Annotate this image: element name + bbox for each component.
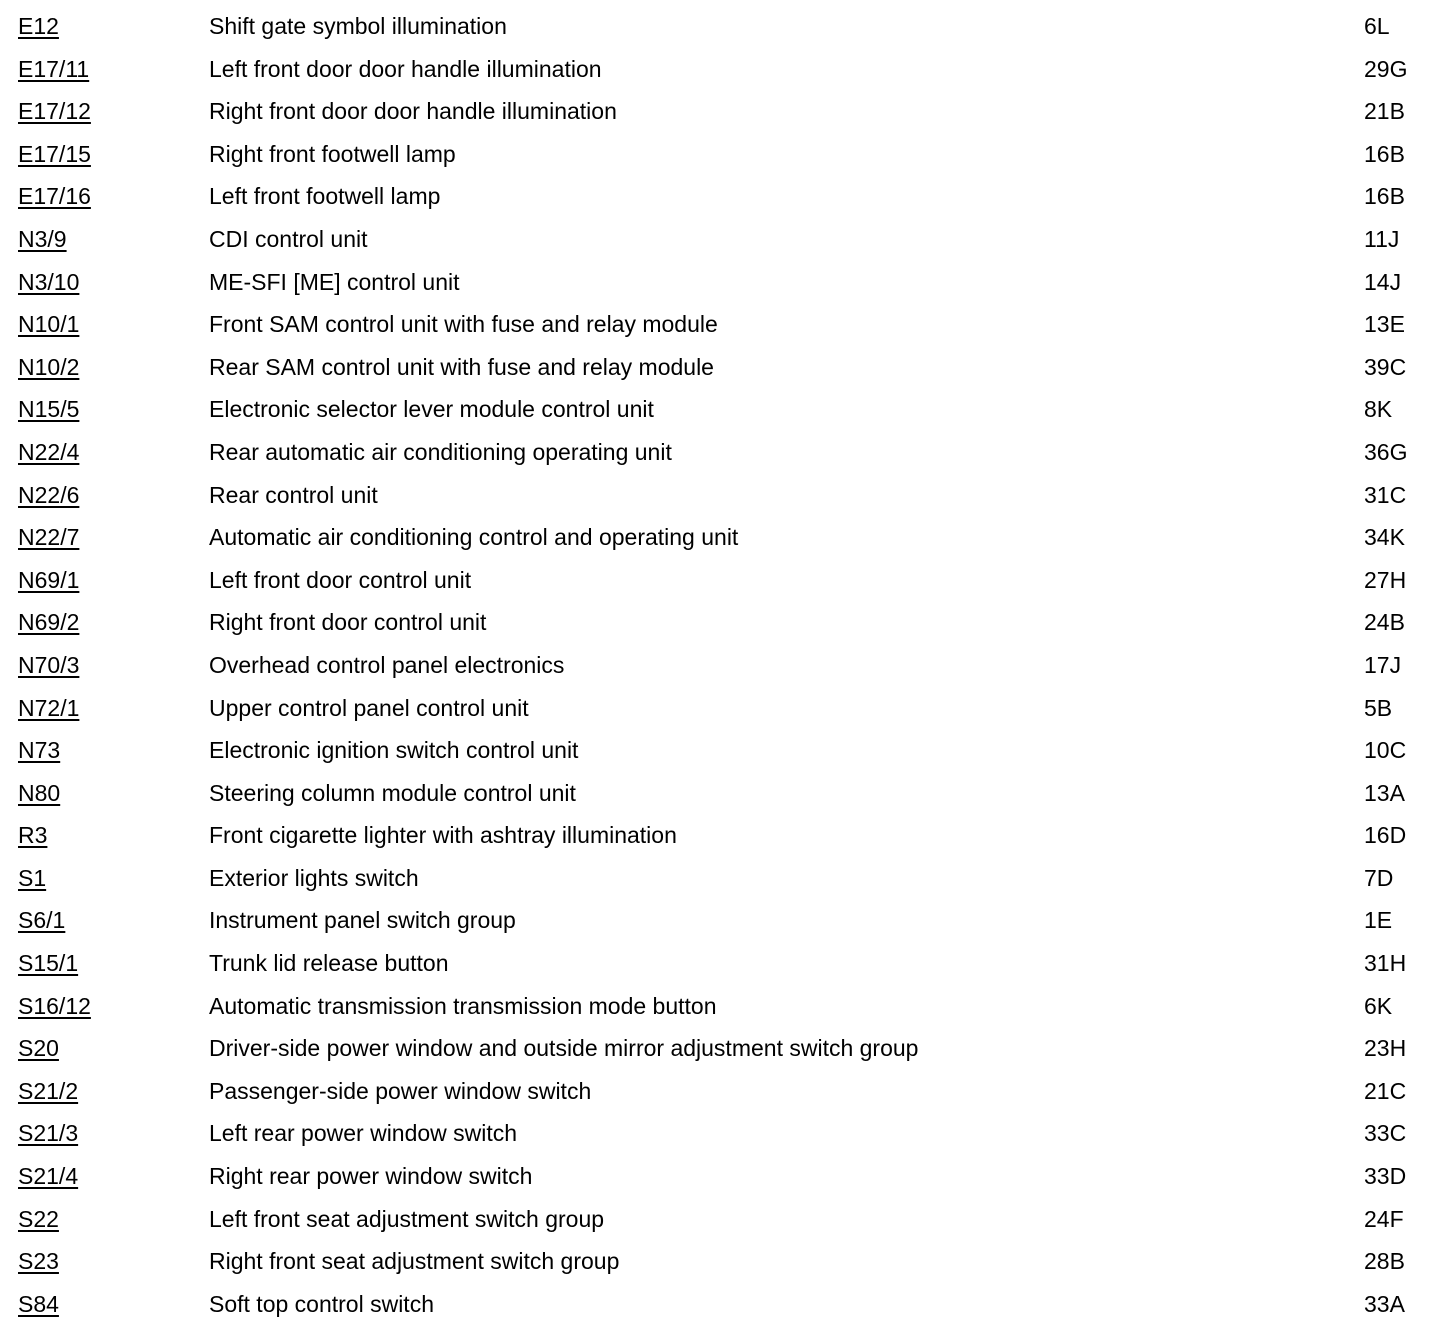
table-row [0, 175, 1456, 218]
component-code-link[interactable]: R3 [18, 822, 48, 849]
table-row [0, 133, 1456, 176]
component-code-link[interactable]: E12 [18, 13, 59, 39]
component-code-link[interactable]: N73 [18, 737, 61, 764]
table-row [0, 90, 1456, 133]
component-description: Electronic selector lever module control unit [209, 396, 654, 423]
table-row [0, 346, 1456, 389]
grid-reference: 24B [1364, 609, 1405, 636]
component-code-link[interactable]: S21/3 [18, 1120, 79, 1147]
component-code-link[interactable]: N22/4 [18, 438, 80, 465]
grid-reference: 8K [1364, 396, 1393, 423]
component-code-link[interactable]: N22/7 [18, 524, 80, 551]
component-description: Exterior lights switch [209, 864, 419, 891]
grid-reference: 36G [1364, 438, 1408, 465]
component-code-link[interactable]: S22 [18, 1205, 59, 1232]
table-row [0, 1070, 1456, 1113]
table-row [0, 857, 1456, 900]
grid-reference: 33C [1364, 1120, 1407, 1147]
table-row [0, 899, 1456, 942]
component-description: Soft top control switch [209, 1290, 434, 1317]
component-code-link[interactable]: N69/2 [18, 609, 80, 636]
table-row [0, 1198, 1456, 1241]
table-row [0, 1283, 1456, 1326]
component-description: Electronic ignition switch control unit [209, 737, 579, 764]
component-description: Shift gate symbol illumination [209, 13, 507, 39]
component-code-link[interactable]: E17/12 [18, 98, 91, 125]
component-description: Front SAM control unit with fuse and relay module [209, 311, 718, 338]
component-code-link[interactable]: N15/5 [18, 396, 80, 423]
component-description: Passenger-side power window switch [209, 1077, 592, 1104]
grid-reference: 31H [1364, 950, 1407, 977]
table-row [0, 729, 1456, 772]
component-description: Front cigarette lighter with ashtray illumination [209, 822, 677, 849]
grid-reference: 29G [1364, 55, 1408, 82]
component-code-link[interactable]: E17/15 [18, 140, 91, 167]
grid-reference: 16B [1364, 140, 1405, 167]
component-description: Trunk lid release button [209, 950, 449, 977]
component-code-link[interactable]: N22/6 [18, 481, 80, 508]
table-row [0, 942, 1456, 985]
component-code-link[interactable]: E17/11 [18, 55, 90, 82]
component-description: Driver-side power window and outside mirror adjustment switch group [209, 1035, 919, 1062]
component-code-link[interactable]: N72/1 [18, 694, 80, 721]
table-row [0, 1240, 1456, 1283]
component-description: Right front door door handle illumination [209, 98, 617, 125]
grid-reference: 21B [1364, 98, 1405, 125]
component-code-link[interactable]: S20 [18, 1035, 59, 1062]
table-row [0, 1112, 1456, 1155]
grid-reference: 28B [1364, 1248, 1405, 1275]
table-row [0, 772, 1456, 815]
grid-reference: 17J [1364, 651, 1402, 678]
component-description: CDI control unit [209, 225, 368, 252]
table-row [0, 601, 1456, 644]
grid-reference: 16D [1364, 822, 1407, 849]
table-row [0, 644, 1456, 687]
component-code-link[interactable]: S23 [18, 1248, 59, 1275]
component-description: Left front seat adjustment switch group [209, 1205, 605, 1232]
component-legend-table [0, 5, 1456, 1325]
component-description: Upper control panel control unit [209, 694, 529, 721]
component-code-link[interactable]: N10/1 [18, 311, 80, 338]
grid-reference: 7D [1364, 864, 1394, 891]
component-description: Automatic air conditioning control and operating unit [209, 524, 739, 551]
component-description: Left front door door handle illumination [209, 55, 602, 82]
table-row [0, 1155, 1456, 1198]
component-code-link[interactable]: E17/16 [18, 183, 91, 210]
table-row [0, 303, 1456, 346]
grid-reference: 31C [1364, 481, 1407, 508]
component-description: Rear automatic air conditioning operating unit [209, 438, 672, 465]
component-code-link[interactable]: N3/10 [18, 268, 80, 295]
grid-reference: 34K [1364, 524, 1405, 551]
table-row [0, 431, 1456, 474]
table-row [0, 687, 1456, 730]
table-row [0, 516, 1456, 559]
component-description: Right front door control unit [209, 609, 487, 636]
component-description: Rear control unit [209, 481, 378, 508]
grid-reference: 24F [1364, 1205, 1404, 1232]
component-description: Right front seat adjustment switch group [209, 1248, 620, 1275]
grid-reference: 27H [1364, 566, 1407, 593]
grid-reference: 1E [1364, 907, 1393, 934]
component-code-link[interactable]: N10/2 [18, 353, 80, 380]
table-row [0, 559, 1456, 602]
component-code-link[interactable]: S21/4 [18, 1163, 79, 1190]
grid-reference: 33D [1364, 1163, 1407, 1190]
grid-reference: 6L [1364, 13, 1390, 39]
table-row [0, 474, 1456, 517]
component-description: Rear SAM control unit with fuse and relay module [209, 353, 714, 380]
component-description: Right rear power window switch [209, 1163, 533, 1190]
table-row [0, 261, 1456, 304]
table-row [0, 218, 1456, 261]
component-description: Overhead control panel electronics [209, 651, 565, 678]
component-description: ME-SFI [ME] control unit [209, 268, 460, 295]
component-description: Left front footwell lamp [209, 183, 441, 210]
grid-reference: 13E [1364, 311, 1405, 338]
grid-reference: 21C [1364, 1077, 1407, 1104]
component-description: Left rear power window switch [209, 1120, 518, 1147]
grid-reference: 39C [1364, 353, 1407, 380]
component-code-link[interactable]: N70/3 [18, 651, 80, 678]
component-description: Automatic transmission transmission mode button [209, 992, 717, 1019]
table-row [0, 1027, 1456, 1070]
table-row [0, 985, 1456, 1028]
component-description: Steering column module control unit [209, 779, 576, 806]
grid-reference: 10C [1364, 737, 1407, 764]
component-description: Left front door control unit [209, 566, 472, 593]
grid-reference: 14J [1364, 268, 1402, 295]
component-description: Right front footwell lamp [209, 140, 456, 167]
grid-reference: 5B [1364, 694, 1393, 721]
grid-reference: 13A [1364, 779, 1405, 806]
table-row [0, 388, 1456, 431]
component-code-link[interactable]: S16/12 [18, 992, 91, 1019]
component-code-link[interactable]: S6/1 [18, 907, 66, 934]
component-code-link[interactable]: S21/2 [18, 1077, 79, 1104]
component-description: Instrument panel switch group [209, 907, 516, 934]
table-row [0, 5, 1456, 48]
grid-reference: 6K [1364, 992, 1393, 1019]
grid-reference: 33A [1364, 1290, 1405, 1317]
table-row [0, 48, 1456, 91]
component-code-link[interactable]: S1 [18, 864, 47, 891]
component-code-link[interactable]: N69/1 [18, 566, 80, 593]
component-code-link[interactable]: S84 [18, 1290, 59, 1317]
component-code-link[interactable]: S15/1 [18, 950, 79, 977]
grid-reference: 11J [1364, 225, 1400, 252]
component-code-link[interactable]: N3/9 [18, 225, 67, 252]
table-row [0, 814, 1456, 857]
grid-reference: 23H [1364, 1035, 1407, 1062]
grid-reference: 16B [1364, 183, 1405, 210]
component-code-link[interactable]: N80 [18, 779, 61, 806]
